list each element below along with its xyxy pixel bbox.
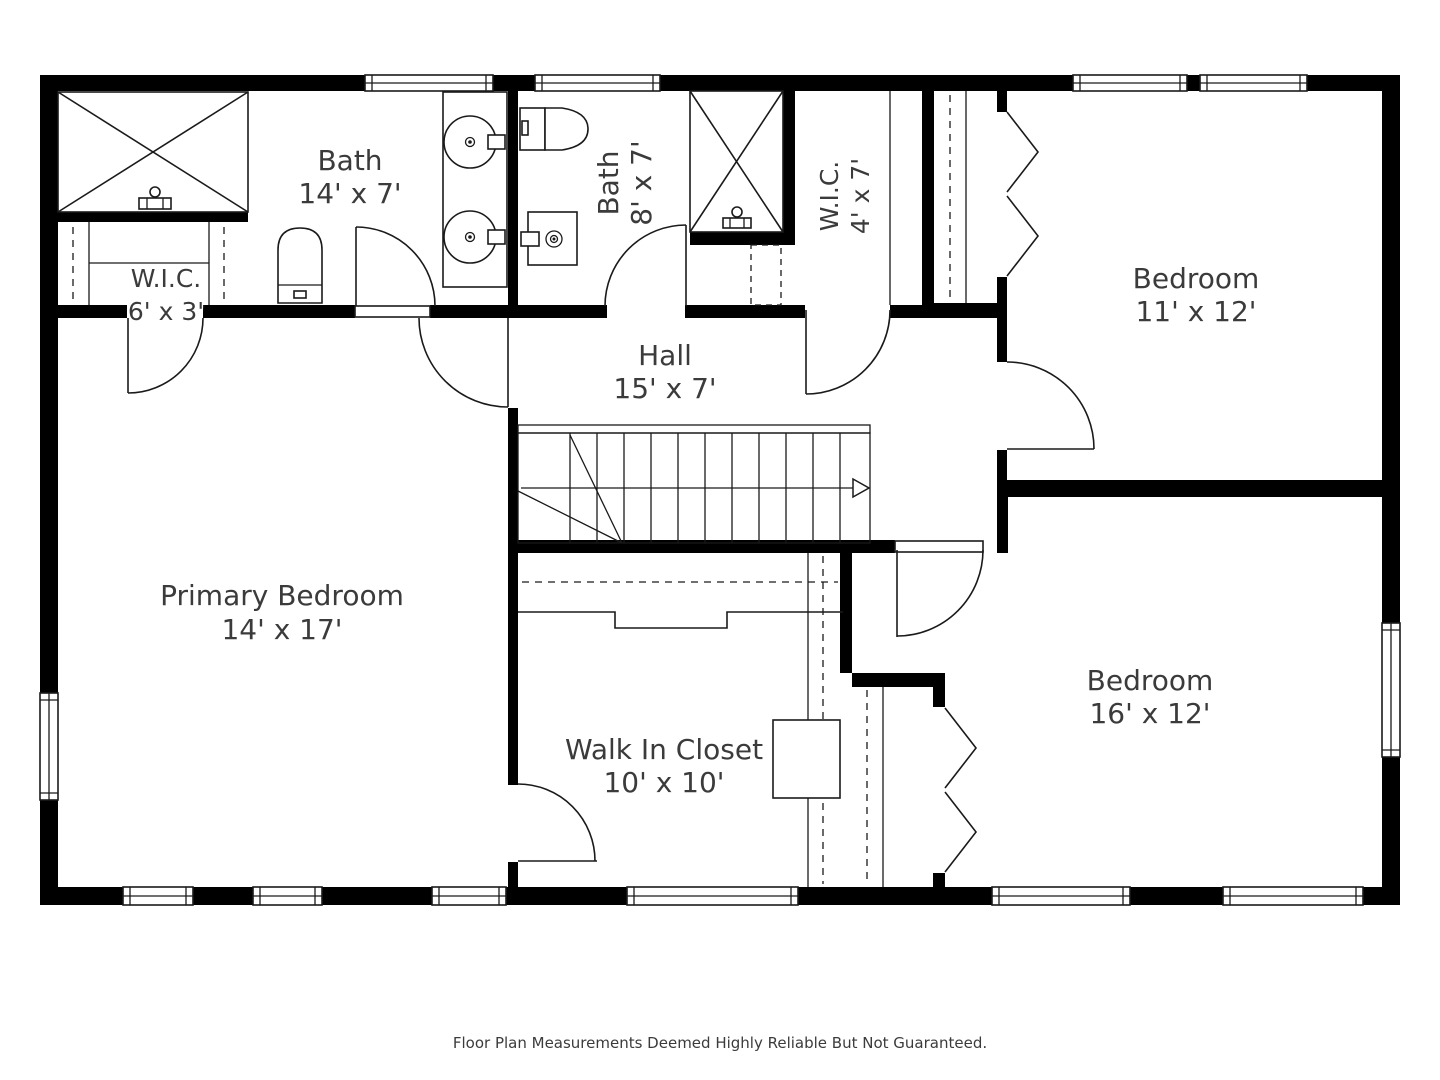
room-label-primary-bedroom (160, 579, 404, 646)
svg-text:Bath: Bath (592, 150, 625, 216)
window (365, 75, 493, 91)
shower (58, 92, 248, 212)
closet-interiors (73, 91, 1038, 887)
svg-text:8' x 7': 8' x 7' (625, 140, 658, 226)
svg-text:6' x 3': 6' x 3' (127, 297, 205, 326)
window (1382, 623, 1400, 757)
door (605, 225, 686, 306)
toilet (278, 228, 322, 303)
svg-text:14' x 7': 14' x 7' (298, 177, 402, 210)
stairs (518, 425, 870, 543)
svg-text:W.I.C.: W.I.C. (815, 160, 844, 232)
vanity-double-sink (443, 92, 507, 287)
bifold-door (945, 792, 976, 872)
window (535, 75, 660, 91)
bifold-door (1007, 112, 1038, 192)
window (1200, 75, 1307, 91)
room-label-hall (613, 339, 716, 405)
disclaimer-text: Floor Plan Measurements Deemed Highly Reliable But Not Guaranteed. (452, 1034, 988, 1052)
door (518, 784, 597, 861)
door (806, 310, 890, 394)
door-threshold (355, 306, 430, 317)
stair-direction-arrow-icon (853, 479, 869, 497)
window (992, 887, 1130, 905)
toilet (520, 108, 588, 150)
window (432, 887, 506, 905)
svg-text:Bedroom: Bedroom (1132, 262, 1260, 295)
room-label-bath-hall (592, 140, 658, 225)
bifold-door (945, 708, 976, 788)
svg-text:15' x 7': 15' x 7' (613, 372, 717, 405)
svg-text:Walk In Closet: Walk In Closet (564, 733, 764, 766)
svg-text:16' x 12': 16' x 12' (1089, 697, 1211, 730)
svg-text:W.I.C.: W.I.C. (130, 264, 202, 293)
window (1223, 887, 1363, 905)
window (253, 887, 322, 905)
svg-text:Primary Bedroom: Primary Bedroom (160, 579, 404, 612)
closet-shelf-line (518, 612, 843, 628)
shower-valve-icon (139, 187, 171, 209)
door (419, 318, 508, 407)
linen-dashed (751, 245, 781, 305)
svg-text:Bath: Bath (317, 144, 383, 177)
window (123, 887, 193, 905)
room-label-bath-primary (298, 144, 401, 210)
room-label-wic-4x7 (815, 158, 875, 234)
svg-text:14' x 17': 14' x 17' (221, 613, 343, 646)
stair-winder-line (570, 435, 622, 543)
window (627, 887, 798, 905)
bifold-door (1007, 196, 1038, 276)
svg-text:Hall: Hall (638, 339, 692, 372)
closet-dresser (773, 720, 840, 798)
door (128, 318, 203, 393)
door-threshold (895, 541, 983, 552)
door (356, 227, 435, 306)
vanity-sink (521, 212, 577, 265)
room-label-wic-6x3 (128, 264, 204, 326)
svg-text:11' x 12': 11' x 12' (1135, 295, 1257, 328)
svg-text:Bedroom: Bedroom (1086, 664, 1214, 697)
room-label-bedroom-11x12 (1133, 262, 1260, 328)
svg-text:4' x 7': 4' x 7' (846, 157, 875, 235)
svg-text:10' x 10': 10' x 10' (603, 766, 725, 799)
room-label-walk-in-closet (565, 733, 763, 799)
door (1007, 362, 1094, 449)
window (40, 693, 58, 800)
shower (690, 91, 783, 232)
window (1073, 75, 1187, 91)
door (897, 550, 983, 637)
room-label-bedroom-16x12 (1087, 664, 1214, 730)
shower-valve-icon (723, 207, 751, 228)
